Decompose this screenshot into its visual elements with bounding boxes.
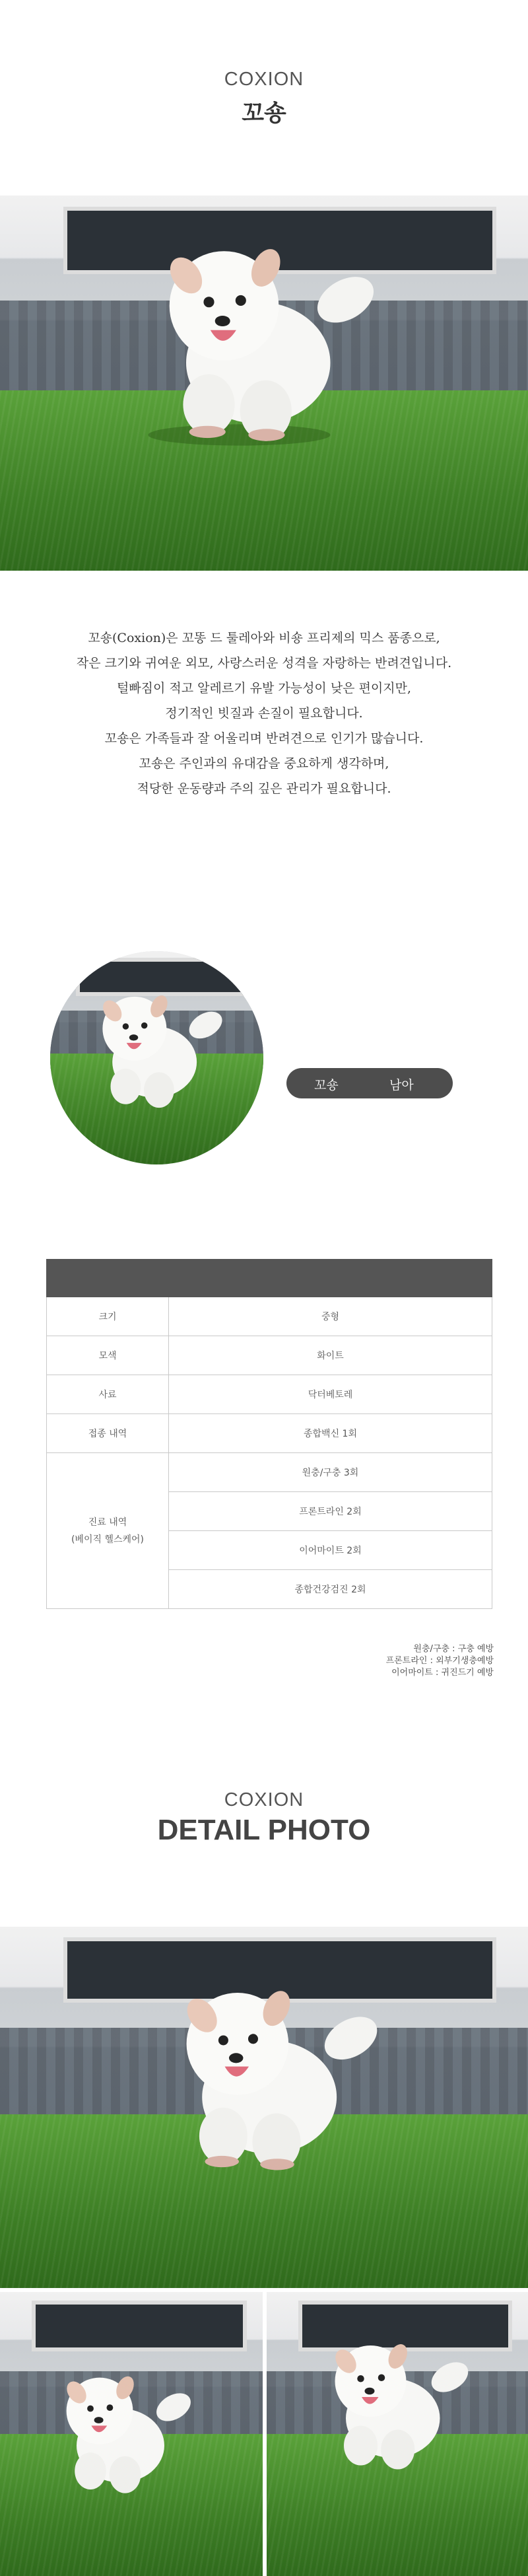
note-line: 원충/구충 : 구충 예방 [413, 1644, 494, 1654]
puppy-illustration [77, 984, 255, 1118]
description-line: 털빠짐이 적고 알레르기 유발 가능성이 낮은 편이지만, [116, 681, 412, 696]
profile-badge [286, 1068, 453, 1098]
puppy-illustration [125, 230, 429, 458]
description-line: 꼬숑은 가족들과 잘 어울리며 반려견으로 인기가 많습니다. [104, 731, 424, 746]
table-header [47, 1260, 492, 1297]
detail-photo-left [0, 2292, 263, 2576]
description-text [0, 626, 528, 801]
note-line: 프론트라인 : 외부기생충예방 [385, 1656, 494, 1666]
table-row [47, 1375, 492, 1414]
description-line: 작은 크기와 귀여운 외모, 사랑스러운 성격을 자랑하는 반려견입니다. [76, 656, 452, 670]
puppy-illustration [145, 1973, 429, 2186]
row-label: 사료 [47, 1375, 169, 1414]
care-item: 프론트라인 2회 [169, 1492, 492, 1531]
table-row [47, 1414, 492, 1453]
description-line: 적당한 운동량과 주의 깊은 관리가 필요합니다. [137, 781, 391, 796]
row-value: 종합백신 1회 [169, 1414, 492, 1453]
care-item: 원충/구충 3회 [169, 1453, 492, 1492]
row-value: 닥터베토레 [169, 1375, 492, 1414]
table-row [47, 1297, 492, 1336]
info-table [46, 1259, 492, 1609]
page-title: 꼬숑 [242, 100, 286, 127]
brand-label: COXION [224, 69, 304, 90]
row-value: 중형 [169, 1297, 492, 1336]
table-row [47, 1336, 492, 1375]
description-line: 꼬숑은 주인과의 유대감을 중요하게 생각하며, [139, 756, 389, 771]
notes [264, 1643, 494, 1679]
detail-photo-right [267, 2292, 528, 2576]
puppy-illustration [40, 2365, 224, 2503]
hero-photo [0, 196, 528, 571]
description-line: 꼬숑(Coxion)은 꼬똥 드 툴레아와 비숑 프리제의 믹스 품종으로, [88, 631, 440, 645]
table-row [47, 1453, 492, 1492]
care-label [47, 1453, 169, 1609]
profile-photo [50, 951, 263, 1164]
puppy-illustration [306, 2332, 504, 2480]
care-label-line: (베이직 헬스케어) [71, 1534, 145, 1545]
gender-label: 남아 [389, 1078, 414, 1092]
row-label: 접종 내역 [47, 1414, 169, 1453]
care-item: 이어마이트 2회 [169, 1531, 492, 1570]
breed-label: 꼬숑 [314, 1078, 339, 1092]
row-label: 모색 [47, 1336, 169, 1375]
note-line: 이어마이트 : 귀진드기 예방 [391, 1668, 494, 1678]
care-item: 종합건강검진 2회 [169, 1570, 492, 1609]
row-value: 화이트 [169, 1336, 492, 1375]
row-label: 크기 [47, 1297, 169, 1336]
detail-brand: COXION [224, 1789, 304, 1810]
description-line: 정기적인 빗질과 손질이 필요합니다. [165, 706, 363, 721]
detail-title: DETAIL PHOTO [157, 1814, 371, 1846]
care-label-line: 진료 내역 [88, 1517, 127, 1528]
detail-photo-large [0, 1927, 528, 2288]
